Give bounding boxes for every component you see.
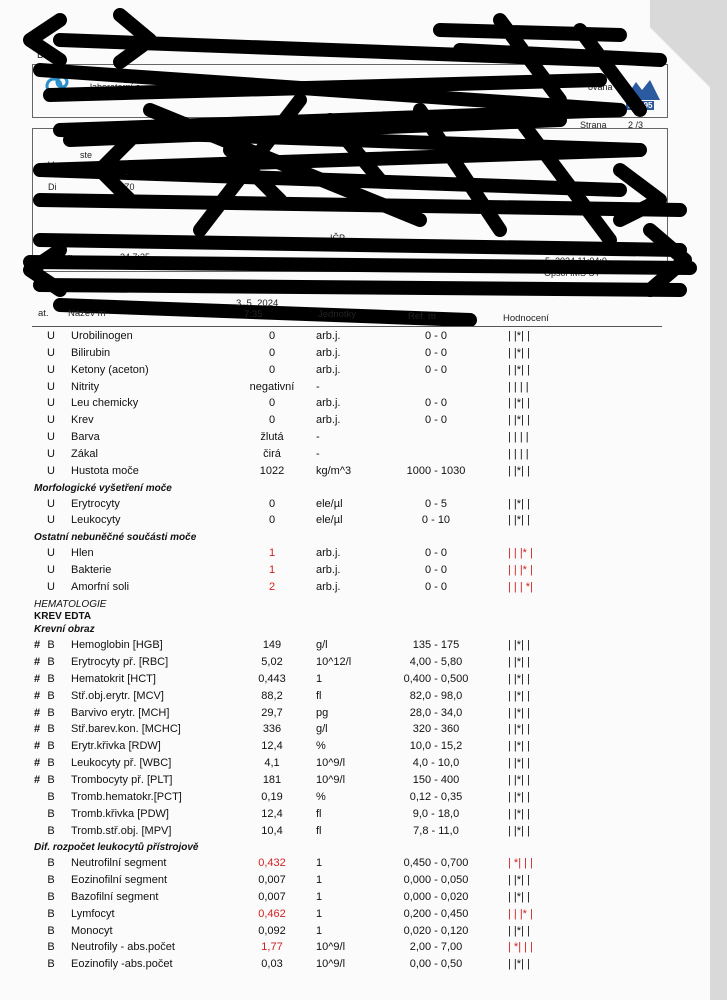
result-unit: 10^9/l [316,773,346,786]
result-value: žlutá [260,431,284,444]
result-row [0,345,700,361]
material-code: U [47,447,55,460]
reference-range: 0,450 - 0,700 [403,857,469,870]
evaluation-scale: | |*| | [508,824,530,837]
section-heading: Ostatní nebuněčné součásti moče [34,532,197,544]
evaluation-scale: | |*| | [508,414,530,427]
header-d: D [37,50,45,61]
material-code: B [47,672,55,685]
result-value: 0,462 [258,907,286,920]
result-value: 5,02 [261,656,283,668]
result-unit: 1 [316,874,323,887]
result-value: 0,19 [261,790,283,803]
material-code: B [47,941,55,954]
material-code: U [47,346,55,359]
material-code: B [47,890,55,903]
test-name: Erytrocyty [71,497,120,510]
flag-marker: # [34,706,41,719]
evaluation-scale: | |*| | [508,874,530,887]
material-code: B [47,723,55,736]
material-code: U [47,580,55,593]
result-value: 1 [268,563,276,576]
evaluation-scale: | |*| | [508,890,530,903]
evaluation-scale: | |*| | [508,689,530,702]
result-row [0,654,700,670]
result-value: 0,007 [258,890,286,903]
sampling-label: er: [62,252,73,262]
result-unit: fl [316,824,322,837]
result-row [0,738,700,754]
test-name: Krev [71,414,94,427]
page-label: Strana [580,120,607,130]
result-row [0,395,700,411]
material-code: B [47,656,55,668]
certification-mark-icon [620,78,662,110]
reference-range: 320 - 360 [412,723,460,736]
result-unit: 10^9/l [316,757,346,770]
evaluation-scale: | |*| | [508,497,530,510]
test-name: Bilirubin [71,346,111,359]
result-value: negativní [249,380,295,393]
evaluation-scale: | |*| | [508,958,530,971]
result-row [0,956,700,972]
result-value: čirá [263,447,281,460]
cert-number: M8295 [628,101,653,110]
test-name: Hlen [71,547,94,560]
header-divider [32,326,662,327]
reference-range: 0,000 - 0,050 [403,874,469,887]
result-value: 1 [268,547,276,560]
result-row [0,412,700,428]
issued-datetime: 5. 2024 11:04:0 [545,256,607,266]
result-unit: 1 [316,672,323,685]
result-unit: % [316,740,326,753]
result-value: 1,77 [261,941,283,954]
header-lab: laboratorní a [90,82,141,92]
material-code: U [47,330,55,342]
evaluation-scale: | |*| | [508,363,530,376]
result-value: 149 [262,639,282,652]
result-unit: % [316,790,326,803]
result-row [0,806,700,822]
evaluation-scale: | | |* | [508,547,533,560]
reference-range: 82,0 - 98,0 [409,689,463,702]
material-code: U [47,497,55,510]
material-code: B [47,757,55,770]
result-unit: 10^9/l [316,958,346,971]
material-code: U [47,363,55,376]
reference-range: 4,0 - 10,0 [412,757,460,770]
header-year: 24 V [606,53,625,63]
evaluation-scale: | | | | [508,447,529,460]
flag-marker: # [34,773,41,786]
result-unit: arb.j. [316,563,341,576]
test-name: Leu chemicky [71,397,139,410]
flag-marker: # [34,689,41,702]
result-row [0,545,700,561]
result-value: 0 [268,497,276,510]
result-row [0,496,700,512]
result-unit: ele/µl [316,497,343,510]
flag-marker: # [34,639,41,652]
result-value: 29,7 [261,706,283,719]
header-tisk: Tisk [491,53,508,63]
material-code: B [47,740,55,753]
col-ref: Ref. m [408,311,436,322]
material-code: U [47,464,55,477]
evaluation-scale: | |*| | [508,464,530,477]
result-row [0,637,700,653]
test-name: Hustota moče [71,464,139,477]
diagnosis-label: Di [48,182,57,192]
result-row [0,362,700,378]
reference-range: 0 - 5 [424,497,447,510]
evaluation-scale: | |*| | [508,807,530,820]
reference-range: 0 - 0 [424,330,447,342]
result-row [0,823,700,839]
evaluation-scale: | |*| | [508,397,530,410]
result-unit: arb.j. [316,397,341,410]
reference-range: 0,000 - 0,020 [403,890,469,903]
test-name: Bakterie [71,563,112,576]
test-name: Hemoglobin [HGB] [71,639,163,652]
insurance-label: ZP: [48,198,63,208]
evaluation-scale: | |*| | [508,740,530,753]
test-name: Eozinofilní segment [71,874,167,887]
evaluation-scale: | | | | [508,431,529,444]
reference-range: 0,12 - 0,35 [409,790,463,803]
col-material: at. [38,308,49,319]
test-name: Neutrofily - abs.počet [71,941,175,954]
reference-range: 2,00 - 7,00 [409,941,463,954]
result-value: 336 [262,723,282,736]
test-name: Monocyt [71,924,113,937]
col-units: Jednotky [318,309,357,320]
material-code: B [47,958,55,971]
reference-range: 150 - 400 [412,773,460,786]
test-name: Nitrity [71,380,100,393]
result-value: 0 [268,397,276,410]
result-row [0,755,700,771]
material-code: B [47,706,55,719]
result-unit: 10^9/l [316,941,346,954]
result-unit: pg [316,706,329,719]
result-row [0,579,700,595]
reference-range: 9,0 - 18,0 [412,807,460,820]
reference-range: 0,400 - 0,500 [403,672,469,685]
result-value: 0,03 [261,958,283,971]
flag-marker: # [34,757,41,770]
result-value: 0 [268,363,276,376]
test-name: Barvivo erytr. [MCH] [71,706,170,719]
result-unit: fl [316,807,322,820]
evaluation-scale: | |*| | [508,773,530,786]
material-code: B [47,790,55,803]
result-row [0,923,700,939]
reference-range: 1000 - 1030 [406,464,466,477]
test-name: Tromb.křivka [PDW] [71,807,169,820]
lab-logo-icon [45,72,71,98]
reference-range: 0 - 0 [424,346,447,359]
section-heading: Dif. rozpočet leukocytů přístrojově [34,842,199,854]
col-name: Název m [68,308,106,319]
material-code: B [47,857,55,870]
test-name: Urobilinogen [71,330,133,342]
header-icp: IČP [330,233,346,243]
flag-marker: # [34,672,41,685]
reference-range: 7,8 - 11,0 [413,824,459,837]
test-name: Hematokrit [HCT] [71,672,156,685]
result-unit: arb.j. [316,547,341,560]
result-unit: arb.j. [316,414,341,427]
header-zarizeni: Zařízen [330,183,361,193]
material-code: U [47,397,55,410]
evaluation-scale: | | |* | [508,907,533,920]
evaluation-scale: | *| | | [508,941,533,954]
result-unit: 1 [316,907,323,920]
reference-range: 0 - 0 [424,547,447,560]
test-name: Tromb.hematokr.[PCT] [71,790,182,803]
test-name: Leukocyty př. [WBC] [71,757,172,770]
reference-range: 10,0 - 15,2 [409,740,463,753]
result-row [0,379,700,395]
evaluation-scale: | | |* | [508,563,533,576]
section-heading: KREV EDTA [34,611,92,623]
material-code: B [47,924,55,937]
result-unit: 10^12/l [316,656,352,668]
reference-range: 0 - 0 [424,563,447,576]
result-unit: kg/m^3 [316,464,352,477]
result-value: 12,4 [261,807,283,820]
reference-range: 4,00 - 5,80 [409,656,463,668]
result-unit: - [316,380,320,393]
evaluation-scale: | |*| | [508,656,530,668]
reference-range: 0 - 0 [424,363,447,376]
result-row [0,855,700,871]
evaluation-scale: | |*| | [508,639,530,652]
result-value: 12,4 [261,740,283,753]
diagnosis-code: Z0 [124,182,135,192]
result-value: 0,432 [258,857,286,870]
reference-range: 0,020 - 0,120 [403,924,469,937]
material-code: U [47,563,55,576]
material-code: U [47,514,55,527]
col-eval: Hodnocení [503,313,549,324]
result-row [0,328,700,344]
result-row [0,939,700,955]
result-row [0,688,700,704]
result-row [0,889,700,905]
result-value: 1022 [259,464,285,477]
result-row [0,789,700,805]
test-name: Erytrocyty př. [RBC] [71,656,169,668]
result-value: 0 [268,330,276,342]
reference-range: 0 - 0 [424,414,447,427]
material-code: B [47,807,55,820]
result-row [0,721,700,737]
reference-range: 0 - 0 [424,580,447,593]
result-unit: ele/µl [316,514,343,527]
flag-marker: # [34,656,41,668]
test-name: Zákal [71,447,98,460]
evaluation-scale: | |*| | [508,514,530,527]
result-value: 0 [268,514,276,527]
test-name: Amorfní soli [71,580,130,593]
reference-range: 0 - 0 [424,397,447,410]
result-value: 10,4 [261,824,283,837]
section-heading: Krevní obraz [34,624,95,636]
material-code: U [47,414,55,427]
sampling-time: 24 7:35 [120,252,151,262]
reference-range: 28,0 - 34,0 [409,706,463,719]
material-code: B [47,639,55,652]
col-date: 3. 5. 2024 [236,298,279,309]
result-row [0,463,700,479]
result-value: 0,092 [258,924,286,937]
material-code: B [47,907,55,920]
result-unit: arb.j. [316,363,341,376]
flag-marker: # [34,740,41,753]
header-ovana: ovana [588,82,613,92]
result-row [0,562,700,578]
evaluation-scale: | |*| | [508,790,530,803]
result-unit: 1 [316,890,323,903]
result-unit: g/l [316,639,328,652]
test-name: Tromb.stř.obj. [MPV] [71,824,172,837]
result-value: 2 [268,580,276,593]
evaluation-scale: | |*| | [508,706,530,719]
reference-range: 0 - 10 [421,514,451,527]
test-name: Bazofilní segment [71,890,159,903]
system-name: Opsol IMS ST [544,268,601,278]
evaluation-scale: | |*| | [508,330,530,342]
flag-marker: # [34,723,41,736]
result-row [0,446,700,462]
result-unit: fl [316,689,322,702]
result-unit: 1 [316,924,323,937]
header-ste: ste [80,150,93,160]
test-name: Stř.obj.erytr. [MCV] [71,689,164,702]
evaluation-scale: | |*| | [508,757,530,770]
test-name: Trombocyty př. [PLT] [71,773,173,786]
test-name: Lymfocyt [71,907,115,920]
insurance-value: 111 [124,198,138,208]
result-value: 4,1 [264,757,280,770]
col-time: 7:35 [244,309,263,320]
evaluation-scale: | |*| | [508,723,530,736]
section-heading: HEMATOLOGIE [34,598,107,610]
header-v: V [48,160,55,170]
result-value: 0 [268,346,276,359]
evaluation-scale: | |*| | [508,346,530,359]
test-name: Leukocyty [71,514,121,527]
result-unit: arb.j. [316,580,341,593]
result-unit: g/l [316,723,328,736]
result-row [0,429,700,445]
material-code: B [47,773,55,786]
test-name: Neutrofilní segment [71,857,167,870]
result-unit: arb.j. [316,330,341,342]
evaluation-scale: | | | | [508,380,529,393]
result-row [0,671,700,687]
evaluation-scale: | *| | | [508,857,533,870]
material-code: B [47,824,55,837]
result-value: 181 [262,773,282,786]
test-name: Barva [71,431,100,444]
test-name: Erytr.křivka [RDW] [71,740,161,753]
result-value: 88,2 [261,689,283,702]
result-unit: arb.j. [316,346,341,359]
evaluation-scale: | |*| | [508,672,530,685]
header-pele: pělé [565,183,583,193]
result-value: 0 [268,414,276,427]
material-code: B [47,874,55,887]
test-name: Ketony (aceton) [71,363,149,376]
result-row [0,872,700,888]
material-code: U [47,380,55,393]
reference-range: 0,00 - 0,50 [409,958,463,971]
evaluation-scale: | |*| | [508,924,530,937]
result-row [0,512,700,528]
result-value: 0,443 [258,672,286,685]
material-code: U [47,431,55,444]
material-code: B [47,689,55,702]
reference-range: 0,200 - 0,450 [403,907,469,920]
result-row [0,705,700,721]
section-heading: Morfologické vyšetření moče [34,482,172,494]
test-name: Eozinofily -abs.počet [71,958,173,971]
reference-range: 135 - 175 [412,639,460,652]
result-unit: - [316,431,320,444]
material-code: U [47,547,55,560]
result-row [0,906,700,922]
result-unit: 1 [316,857,323,870]
result-row [0,772,700,788]
test-name: Stř.barev.kon. [MCHC] [71,723,181,736]
result-unit: - [316,447,320,460]
result-value: 0,007 [258,874,286,887]
evaluation-scale: | | | *| [508,580,533,593]
page-value: 2 /3 [628,120,644,130]
